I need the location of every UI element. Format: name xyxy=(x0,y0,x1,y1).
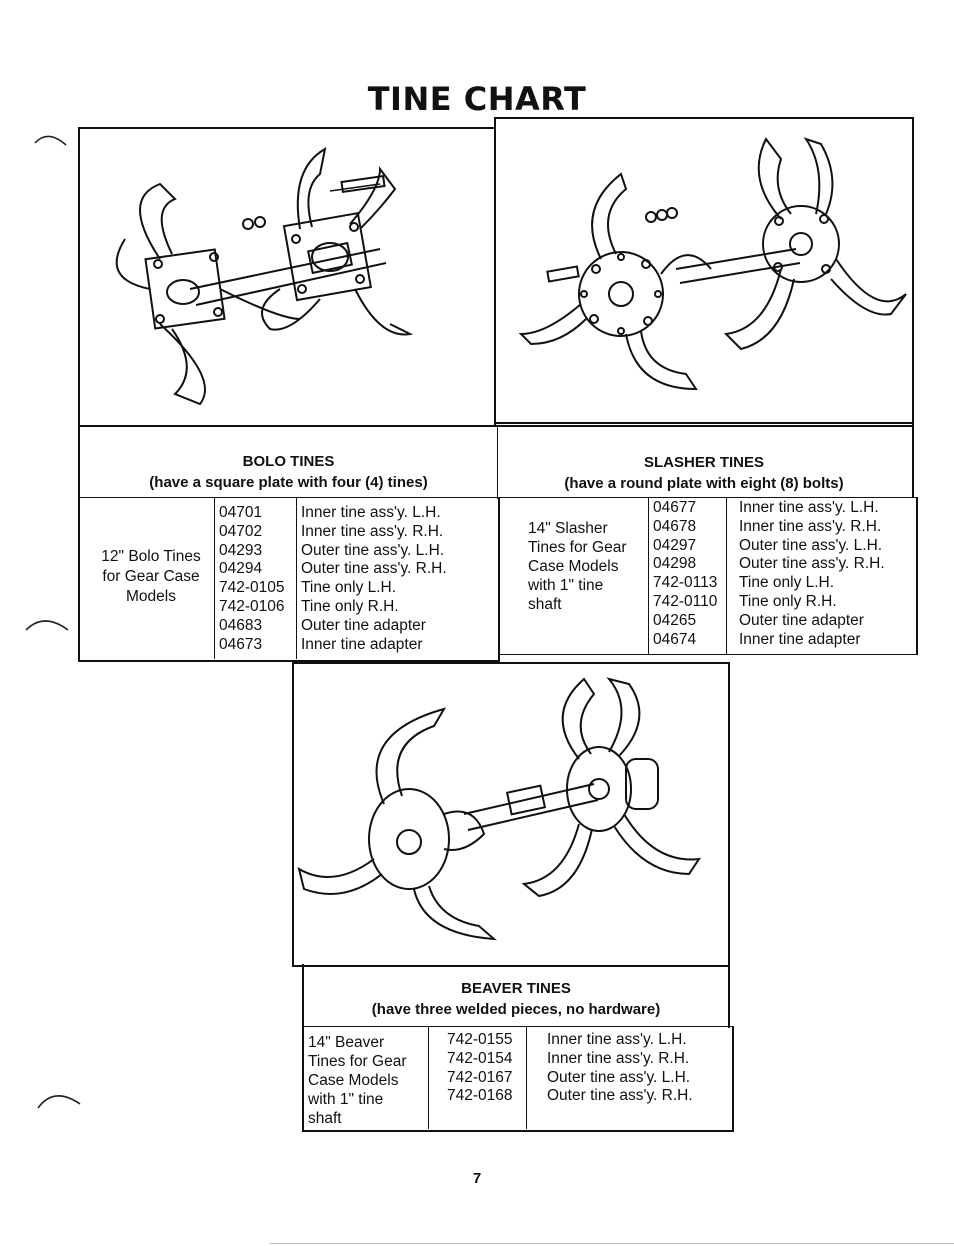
slasher-subheading: (have a round plate with eight (8) bolts) xyxy=(564,475,844,492)
beaver-part-descriptions xyxy=(547,1031,693,1106)
part-number: 742-0155 xyxy=(447,1031,513,1048)
scan-mark-icon xyxy=(34,1082,84,1116)
part-description: Tine only L.H. xyxy=(739,574,835,592)
part-description: Inner tine adapter xyxy=(301,635,423,653)
part-description: Tine only R.H. xyxy=(301,597,399,615)
part-number: 742-0113 xyxy=(653,574,718,592)
bolo-part-descriptions xyxy=(301,504,447,654)
part-number: 04677 xyxy=(653,499,697,516)
beaver-figure xyxy=(292,662,730,967)
scan-edge xyxy=(270,1243,954,1244)
scan-mark-icon xyxy=(22,608,72,638)
part-number: 742-0106 xyxy=(219,597,285,615)
beaver-caption-box xyxy=(302,964,730,1028)
column-divider xyxy=(648,498,649,654)
slasher-heading: SLASHER TINES xyxy=(643,454,764,471)
column-divider xyxy=(726,498,727,654)
part-description: Tine only L.H. xyxy=(301,579,397,597)
bolo-model-line: for Gear Case xyxy=(102,568,200,585)
part-number: 04298 xyxy=(653,555,697,573)
slasher-part-numbers xyxy=(653,499,717,649)
part-description: Outer tine ass'y. L.H. xyxy=(739,536,883,554)
bolo-model-line: Models xyxy=(126,588,176,605)
bolo-subheading: (have a square plate with four (4) tines) xyxy=(149,474,428,491)
bolo-figure xyxy=(78,127,496,427)
part-description: Inner tine ass'y. L.H. xyxy=(547,1031,687,1048)
bolo-parts-table xyxy=(78,497,500,662)
beaver-subheading: (have three welded pieces, no hardware) xyxy=(371,1001,661,1018)
part-number: 742-0167 xyxy=(447,1068,513,1086)
part-description: Inner tine ass'y. R.H. xyxy=(739,517,882,535)
beaver-model-line: Case Models xyxy=(308,1072,399,1089)
part-number: 04701 xyxy=(219,504,263,521)
beaver-model-cell xyxy=(308,1033,407,1128)
part-number: 04297 xyxy=(653,536,697,554)
part-number: 04265 xyxy=(653,611,697,629)
slasher-model-line: shaft xyxy=(528,596,562,613)
bolo-tine-assembly-icon xyxy=(80,129,494,425)
part-description: Outer tine ass'y. R.H. xyxy=(301,560,447,578)
slasher-model-line: with 1" tine xyxy=(528,577,604,594)
part-number: 742-0110 xyxy=(653,592,718,610)
beaver-model-line: shaft xyxy=(308,1110,342,1127)
page-number: 7 xyxy=(472,1170,482,1187)
slasher-model-line: Tines for Gear xyxy=(528,539,627,556)
slasher-part-descriptions xyxy=(739,499,885,649)
page-title: TINE CHART xyxy=(367,80,587,118)
part-description: Inner tine ass'y. L.H. xyxy=(301,504,441,521)
slasher-parts-table xyxy=(498,497,918,655)
beaver-parts-table xyxy=(302,1026,734,1132)
bolo-part-numbers xyxy=(219,504,285,654)
scan-mark-icon xyxy=(30,125,70,155)
part-number: 04678 xyxy=(653,517,697,535)
part-description: Inner tine ass'y. L.H. xyxy=(739,499,879,516)
slasher-model-line: Case Models xyxy=(528,558,619,575)
bolo-model-cell xyxy=(92,547,210,607)
part-number: 742-0154 xyxy=(447,1049,513,1067)
part-description: Outer tine ass'y. L.H. xyxy=(547,1068,691,1086)
part-description: Outer tine adapter xyxy=(301,616,426,634)
column-divider xyxy=(428,1027,429,1129)
column-divider xyxy=(214,498,215,659)
column-divider xyxy=(526,1027,527,1129)
beaver-tine-assembly-icon xyxy=(294,664,728,965)
beaver-model-line: 14" Beaver xyxy=(308,1034,385,1051)
bolo-heading: BOLO TINES xyxy=(242,453,335,470)
part-number: 742-0168 xyxy=(447,1087,513,1105)
beaver-model-line: with 1" tine xyxy=(308,1091,384,1108)
part-number: 04674 xyxy=(653,630,697,648)
part-description: Tine only R.H. xyxy=(739,592,837,610)
part-description: Outer tine adapter xyxy=(739,611,864,629)
slasher-model-cell xyxy=(528,519,627,614)
part-number: 742-0105 xyxy=(219,579,285,597)
part-number: 04683 xyxy=(219,616,263,634)
part-description: Outer tine ass'y. R.H. xyxy=(739,555,885,573)
part-description: Outer tine ass'y. L.H. xyxy=(301,541,445,559)
part-description: Inner tine adapter xyxy=(739,630,861,648)
beaver-model-line: Tines for Gear xyxy=(308,1053,407,1070)
slasher-caption-box xyxy=(496,422,914,498)
column-divider xyxy=(296,498,297,659)
bolo-model-line: 12" Bolo Tines xyxy=(101,548,201,565)
part-description: Inner tine ass'y. R.H. xyxy=(301,522,444,540)
beaver-part-numbers xyxy=(447,1031,513,1106)
bolo-caption-box xyxy=(78,427,498,499)
beaver-heading: BEAVER TINES xyxy=(461,980,571,997)
part-description: Inner tine ass'y. R.H. xyxy=(547,1049,690,1067)
part-number: 04673 xyxy=(219,635,263,653)
part-description: Outer tine ass'y. R.H. xyxy=(547,1087,693,1105)
slasher-figure xyxy=(494,117,914,427)
part-number: 04702 xyxy=(219,522,263,540)
slasher-model-line: 14" Slasher xyxy=(528,520,608,537)
part-number: 04293 xyxy=(219,541,263,559)
part-number: 04294 xyxy=(219,560,263,578)
slasher-tine-assembly-icon xyxy=(496,119,912,425)
